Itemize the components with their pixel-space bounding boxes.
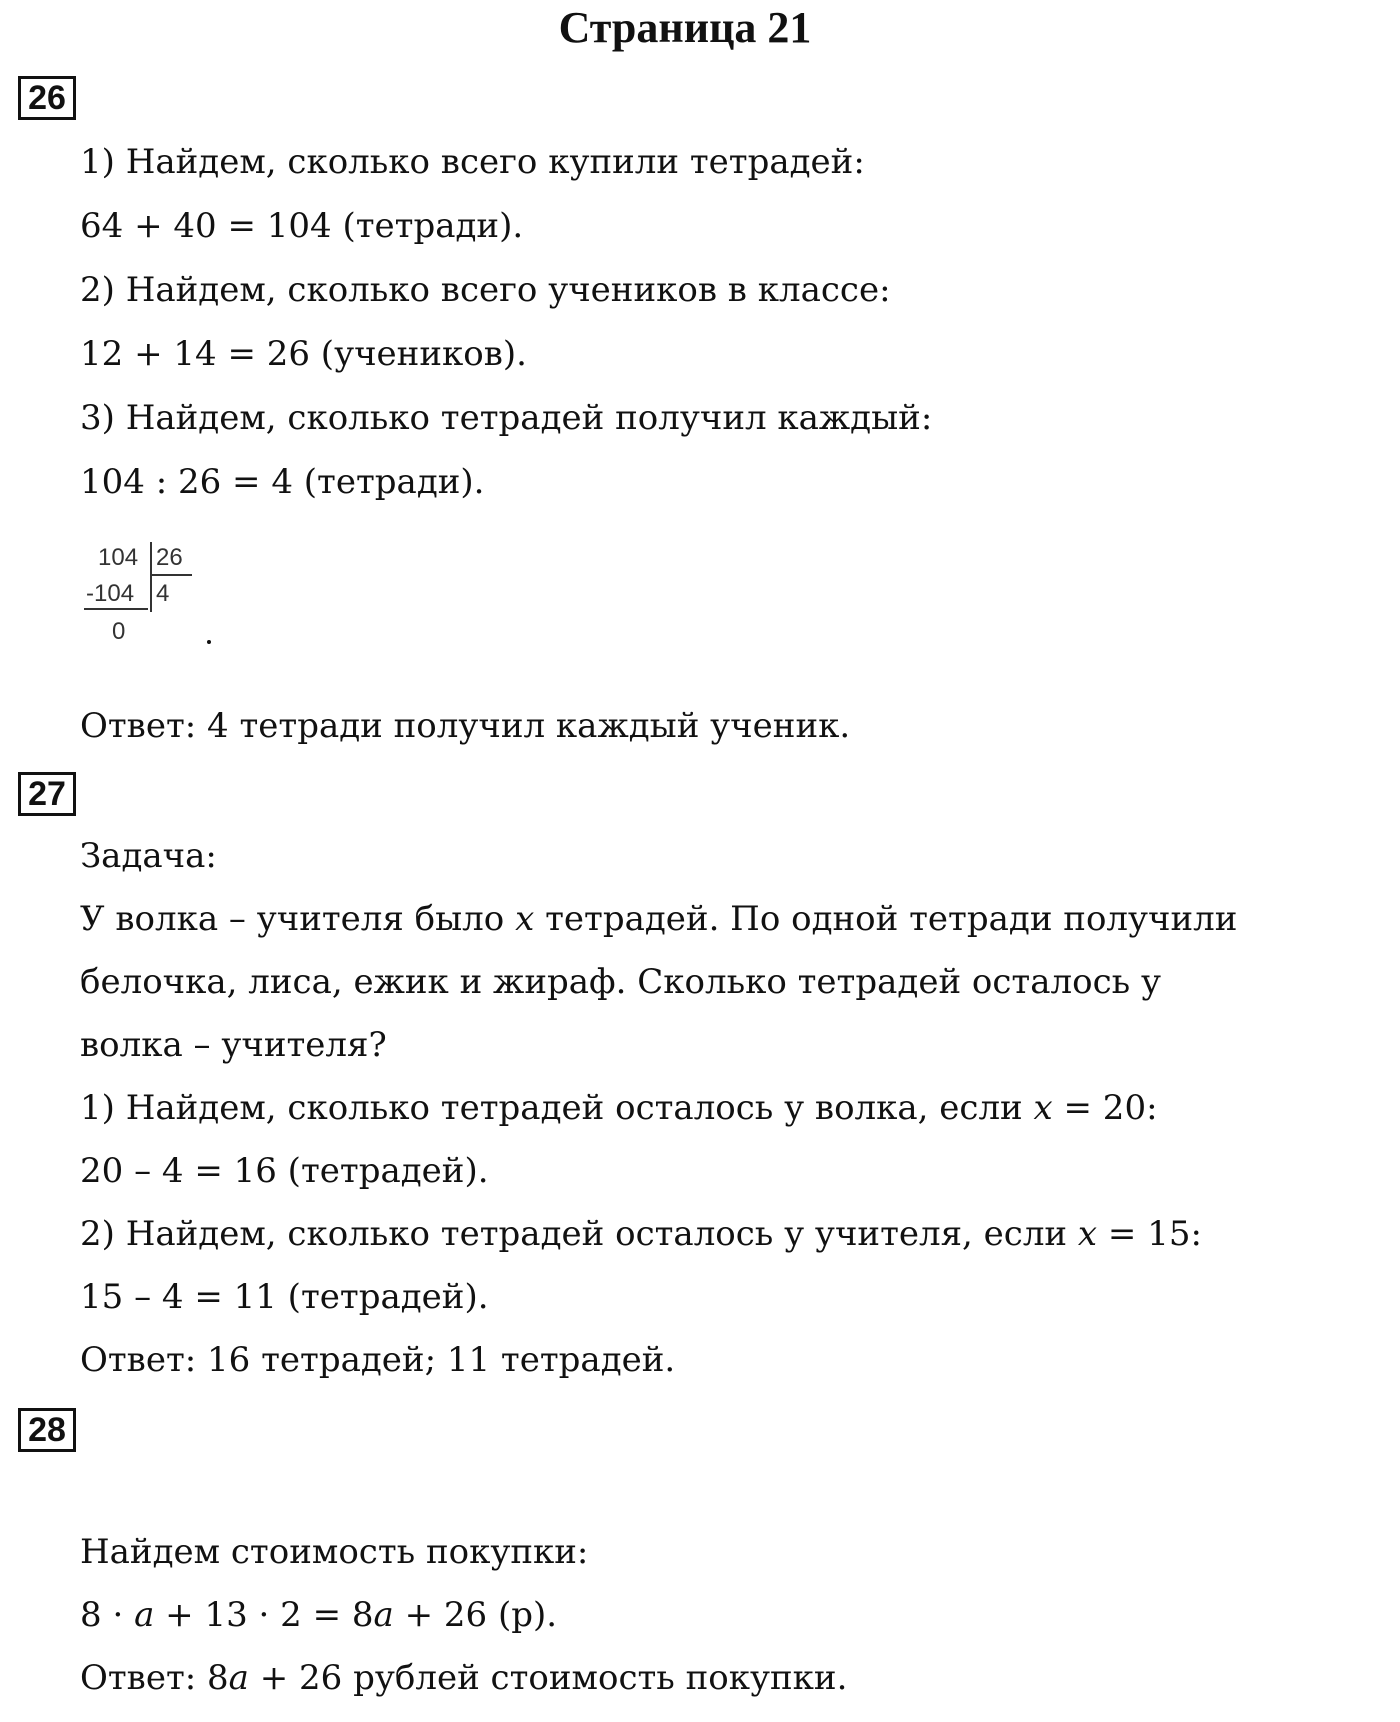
problem-27-line-1: Задача: bbox=[80, 836, 217, 876]
problem-27-line-4: волка – учителя? bbox=[80, 1025, 387, 1065]
problem-28-answer-b: + 26 рублей стоимость покупки. bbox=[248, 1658, 848, 1698]
problem-26-line-4: 12 + 14 = 26 (учеников). bbox=[80, 334, 527, 374]
problem-27-line-3: белочка, лиса, ежик и жираф. Сколько тетрадей осталось у bbox=[80, 962, 1161, 1002]
division-vertical-line bbox=[150, 542, 152, 612]
problem-27-step1-text: 1) Найдем, сколько тетрадей осталось у волка, если bbox=[80, 1088, 1023, 1128]
problem-28-line-1: Найдем стоимость покупки: bbox=[80, 1532, 589, 1572]
problem-26-line-6: 104 : 26 = 4 (тетради). bbox=[80, 462, 485, 502]
variable-a: a bbox=[228, 1658, 249, 1698]
variable-a: a bbox=[373, 1595, 394, 1635]
division-dividend: 104 bbox=[98, 544, 139, 571]
problem-number-28: 28 bbox=[18, 1408, 76, 1452]
problem-26-line-1: 1) Найдем, сколько всего купили тетрадей: bbox=[80, 142, 865, 182]
division-quotient: 4 bbox=[156, 580, 170, 607]
problem-28-expr-a: 8 · bbox=[80, 1595, 135, 1635]
division-divisor: 26 bbox=[156, 544, 183, 571]
division-remainder: 0 bbox=[112, 618, 126, 645]
division-divisor-line bbox=[150, 574, 192, 576]
problem-28-expr-b: + 13 · 2 = 8 bbox=[154, 1595, 374, 1635]
problem-28-line-2 bbox=[80, 1595, 557, 1635]
variable-x: x bbox=[1077, 1214, 1098, 1254]
problem-27-step1-value: = 20: bbox=[1063, 1088, 1158, 1128]
problem-28-answer bbox=[80, 1658, 847, 1698]
problem-27-line-7 bbox=[80, 1214, 1202, 1254]
problem-number-26: 26 bbox=[18, 76, 76, 120]
variable-x: x bbox=[515, 899, 535, 939]
problem-27-line-8: 15 – 4 = 11 (тетрадей). bbox=[80, 1277, 489, 1317]
long-division bbox=[84, 540, 204, 650]
problem-27-step2-text: 2) Найдем, сколько тетрадей осталось у учителя, если bbox=[80, 1214, 1068, 1254]
problem-27-step2-value: = 15: bbox=[1107, 1214, 1202, 1254]
problem-26-answer: Ответ: 4 тетради получил каждый ученик. bbox=[80, 706, 851, 746]
variable-a: a bbox=[134, 1595, 155, 1635]
problem-27-answer: Ответ: 16 тетрадей; 11 тетрадей. bbox=[80, 1340, 676, 1380]
problem-26-line-3: 2) Найдем, сколько всего учеников в классе: bbox=[80, 270, 891, 310]
period-dot bbox=[207, 640, 211, 644]
problem-27-line-2 bbox=[80, 899, 1237, 939]
problem-number-27: 27 bbox=[18, 772, 76, 816]
problem-28-answer-a: Ответ: 8 bbox=[80, 1658, 229, 1698]
problem-26-line-2: 64 + 40 = 104 (тетради). bbox=[80, 206, 524, 246]
problem-27-line-5 bbox=[80, 1088, 1158, 1128]
division-subtrahend: -104 bbox=[86, 580, 135, 607]
problem-27-text-b: тетрадей. По одной тетради получили bbox=[545, 899, 1238, 939]
page-title: Страница 21 bbox=[558, 3, 812, 52]
variable-x: x bbox=[1033, 1088, 1053, 1128]
division-subtraction-line bbox=[84, 608, 148, 610]
problem-28-expr-c: + 26 (р). bbox=[393, 1595, 558, 1635]
problem-27-line-6: 20 – 4 = 16 (тетрадей). bbox=[80, 1151, 489, 1191]
problem-26-line-5: 3) Найдем, сколько тетрадей получил каждый: bbox=[80, 398, 933, 438]
problem-27-text-a: У волка – учителя было bbox=[80, 899, 505, 939]
